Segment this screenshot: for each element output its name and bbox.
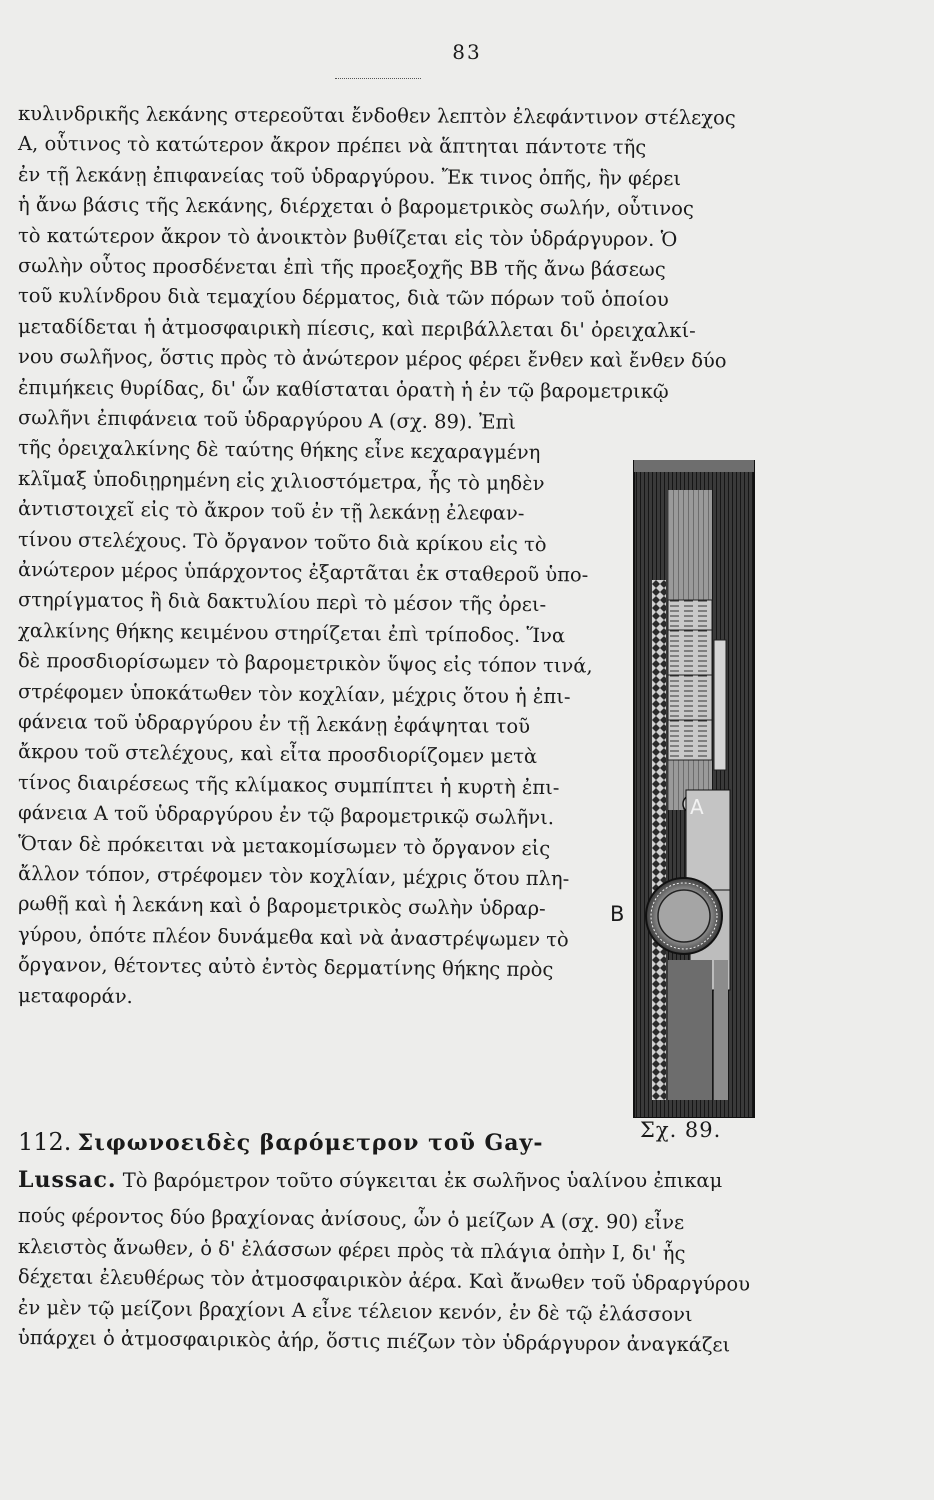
text-line: τίνος διαιρέσεως τῆς κλίμακος συμπίπτει ἡ κυρτὴ ἐπι-: [17, 770, 560, 799]
figure-caption: Σχ. 89.: [640, 1118, 722, 1142]
text-line: ἐπιμήκεις θυρίδας, δι' ὧν καθίσταται ὁρατὴ ἡ ἐν τῷ βαρομετρικῷ: [17, 375, 669, 403]
barometer-figure: [628, 460, 756, 1118]
text-line: σωλὴν οὗτος προσδένεται ἐπὶ τῆς προεξοχῆς ΒΒ τῆς ἄνω βάσεως: [17, 254, 666, 281]
text-line: τοῦ κυλίνδρου διὰ τεμαχίου δέρματος, διὰ τῶν πόρων τοῦ ὁποίου: [17, 284, 669, 312]
text-line: τῆς ὀρειχαλκίνης δὲ ταύτης θήκης εἶνε κεχαραγμένη: [17, 436, 541, 465]
section-first-line-rest: Τὸ βαρόμετρον τοῦτο σύγκειται ἐκ σωλῆνος ὑαλίνου ἐπικαμ: [122, 1169, 723, 1192]
text-line: κλῖμαξ ὑποδιῃρημένη εἰς χιλιοστόμετρα, ἧς τὸ μηδὲν: [17, 466, 545, 495]
text-line: φάνεια Α τοῦ ὑδραργύρου ἐν τῷ βαρομετρικῷ σωλῆνι.: [17, 801, 555, 830]
text-line: φάνεια τοῦ ὑδραργύρου ἐν τῇ λεκάνῃ ἐφάψηται τοῦ: [17, 710, 531, 738]
section-title-part2: Lussac.: [18, 1167, 117, 1193]
text-line: ὄργανον, θέτοντες αὐτὸ ἐντὸς δερματίνης θήκης πρὸς: [17, 953, 554, 982]
text-line: ἄλλον τόπον, στρέφομεν τὸν κοχλίαν, μέχρις ὅτου πλη-: [17, 862, 570, 891]
section-text-line: ὑπάρχει ὁ ἀτμοσφαιρικὸς ἀήρ, ὅστις πιέζων τὸν ὑδράργυρον ἀναγκάζει: [17, 1326, 731, 1357]
header-rule: [335, 78, 421, 79]
text-line: χαλκίνης θήκης κειμένου στηρίζεται ἐπὶ τρίποδος. Ἵνα: [17, 618, 566, 648]
text-line: μεταφοράν.: [17, 983, 133, 1008]
section-text-line: πούς φέροντος δύο βραχίονας ἀνίσους, ὧν ὁ μείζων Α (σχ. 90) εἶνε: [17, 1204, 685, 1234]
section-title-part1: Σιφωνοειδὲς βαρόμετρον τοῦ Gay-: [77, 1130, 544, 1156]
section-text-line: δέχεται ἐλευθέρως τὸν ἀτμοσφαιρικὸν ἀέρα. Καὶ ἄνωθεν τοῦ ὑδραργύρου: [17, 1265, 751, 1296]
section-heading-line: [18, 1130, 754, 1156]
text-line: Ὅταν δὲ πρόκειται νὰ μετακομίσωμεν τὸ ὄργανον εἰς: [17, 831, 551, 860]
text-line: ἐν τῇ λεκάνῃ ἐπιφανείας τοῦ ὑδραργύρου. Ἔκ τινος ὀπῆς, ἣν φέρει: [17, 162, 682, 190]
text-line: μεταδίδεται ἡ ἀτμοσφαιρικὴ πίεσις, καὶ περιβάλλεται δι' ὀρειχαλκί-: [17, 314, 696, 342]
text-line: νου σωλῆνος, ὅστις πρὸς τὸ ἀνώτερον μέρος φέρει ἔνθεν καὶ ἔνθεν δύο: [17, 345, 727, 373]
text-line: ἡ ἄνω βάσις τῆς λεκάνης, διέρχεται ὁ βαρομετρικὸς σωλήν, οὗτινος: [17, 193, 694, 221]
section-number: 112.: [18, 1128, 72, 1156]
text-line: Α, οὗτινος τὸ κατώτερον ἄκρον πρέπει νὰ ἅπτηται πάντοτε τῆς: [17, 132, 647, 160]
section-text-line: κλειστὸς ἄνωθεν, ὁ δ' ἐλάσσων φέρει πρὸς τὰ πλάγια ὀπὴν Ι, δι' ἧς: [17, 1234, 686, 1265]
figure-label-b: B: [610, 902, 625, 926]
text-line: σωλῆνι ἐπιφάνεια τοῦ ὑδραργύρου Α (σχ. 89). Ἐπὶ: [17, 406, 517, 434]
text-line: στηρίγματος ἢ διὰ δακτυλίου περὶ τὸ μέσον τῆς ὀρει-: [17, 588, 547, 617]
section-first-line: [18, 1168, 754, 1193]
text-line: τὸ κατώτερον ἄκρον τὸ ἀνοικτὸν βυθίζεται εἰς τὸν ὑδράργυρον. Ὁ: [17, 223, 678, 251]
text-line: στρέφομεν ὑποκάτωθεν τὸν κοχλίαν, μέχρις ὅτου ἡ ἐπι-: [17, 679, 571, 708]
text-line: ἀντιστοιχεῖ εἰς τὸ ἄκρον τοῦ ἐν τῇ λεκάνῃ ἐλεφαν-: [17, 497, 525, 526]
page-number: 83: [452, 40, 482, 64]
text-line: ἄκρου τοῦ στελέχους, καὶ εἶτα προσδιορίζομεν μετὰ: [17, 740, 538, 769]
text-line: ρωθῇ καὶ ἡ λεκάνη καὶ ὁ βαρομετρικὸς σωλὴν ὑδραρ-: [17, 892, 546, 921]
text-line: κυλινδρικῆς λεκάνης στερεοῦται ἔνδοθεν λεπτὸν ἐλεφάντινον στέλεχος: [17, 102, 736, 130]
text-line: ἀνώτερον μέρος ὑπάρχοντος ἐξαρτᾶται ἐκ σταθεροῦ ὑπο-: [17, 558, 589, 587]
text-line: δὲ προσδιορίσωμεν τὸ βαρομετρικὸν ὕψος εἰς τόπον τινά,: [17, 649, 593, 678]
text-line: γύρου, ὁπότε πλέον δυνάμεθα καὶ νὰ ἀναστρέψωμεν τὸ: [17, 922, 569, 952]
section-text-line: ἐν μὲν τῷ μείζονι βραχίονι Α εἶνε τέλειον κενόν, ἐν δὲ τῷ ἐλάσσονι: [17, 1295, 693, 1326]
text-line: τίνου στελέχους. Τὸ ὄργανον τοῦτο διὰ κρίκου εἰς τὸ: [17, 527, 547, 556]
barometer-illustration: [628, 460, 756, 1118]
figure-label-a: A: [690, 795, 704, 819]
